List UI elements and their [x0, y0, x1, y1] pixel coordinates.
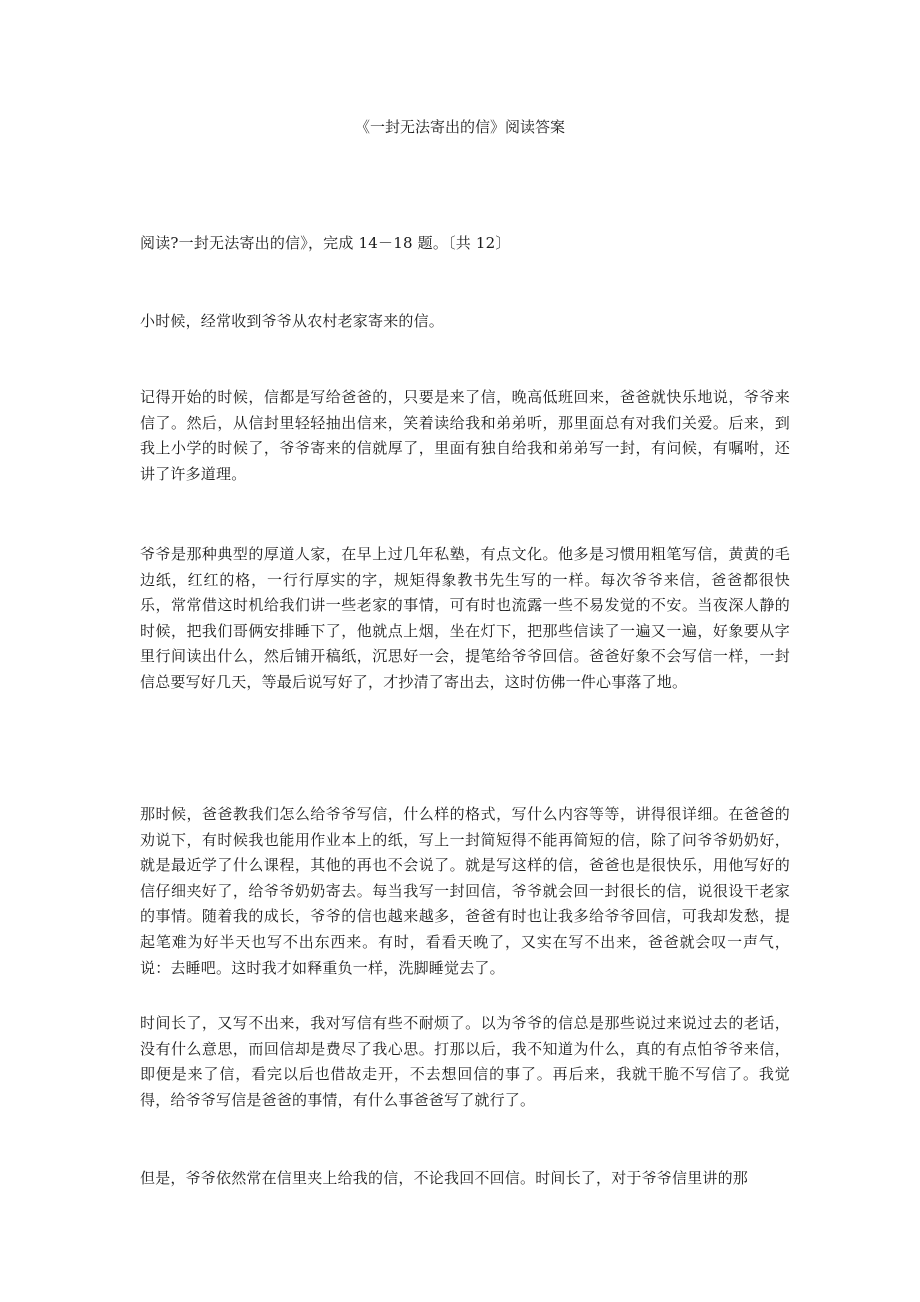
paragraph-4: 那时候，爸爸教我们怎么给爷爷写信，什么样的格式，写什么内容等等，讲得很详细。在爸爸的劝说下，有时候我也能用作业本上的纸，写上一封简短得不能再简短的信，除了问爷爷奶奶好，就是最近学了什么课程，其他的再也不会说了。就是写这样的信，爸爸也是很快乐，用他写好的信仔细夹好了，给爷爷奶奶寄去。每当我写一封回信，爷爷就会回一封很长的信，说很设干老家的事情。随着我的成长，爷爷的信也越来越多，爸爸有时也让我多给爷爷回信，可我却发愁，提起笔难为好半天也写不出东西来。有时，看看天晚了，又实在写不出来，爸爸就会叹一声气，说：去睡吧。这时我才如释重负一样，洗脚睡觉去了。 — [140, 805, 790, 977]
paragraph-2: 记得开始的时候，信都是写给爸爸的，只要是来了信，晚高低班回来，爸爸就快乐地说，爷爷来信了。然后，从信封里轻轻抽出信来，笑着读给我和弟弟听，那里面总有对我们关爱。后来，到我上小学的时候了，爷爷寄来的信就厚了，里面有独自给我和弟弟写一封，有问候，有嘱咐，还讲了许多道理。 — [140, 388, 790, 483]
document-title: 《一封无法寄出的信》阅读答案 — [354, 118, 565, 136]
paragraph-instructions: 阅读?一封无法寄出的信》，完成 14－18 题。〔共 12〕 — [140, 234, 511, 252]
paragraph-1: 小时候，经常收到爷爷从农村老家寄来的信。 — [140, 312, 445, 330]
paragraph-5: 时间长了，又写不出来，我对写信有些不耐烦了。以为爷爷的信总是那些说过来说过去的老话，没有什么意思，而回信却是费尽了我心思。打那以后，我不知道为什么，真的有点怕爷爷来信，即便是来了信，看完以后也借故走开，不去想回信的事了。再后来，我就干脆不写信了。我觉得，给爷爷写信是爸爸的事情，有什么事爸爸写了就行了。 — [140, 1014, 790, 1109]
paragraph-6: 但是，爷爷依然常在信里夹上给我的信，不论我回不回信。时间长了，对于爷爷信里讲的那 — [140, 1169, 749, 1187]
paragraph-3: 爷爷是那种典型的厚道人家，在早上过几年私塾，有点文化。他多是习惯用粗笔写信，黄黄的毛边纸，红红的格，一行行厚实的字，规矩得象教书先生写的一样。每次爷爷来信，爸爸都很快乐，常常借这时机给我们讲一些老家的事情，可有时也流露一些不易发觉的不安。当夜深人静的时候，把我们哥俩安排睡下了，他就点上烟，坐在灯下，把那些信读了一遍又一遍，好象要从字里行间读出什么，然后铺开稿纸，沉思好一会，提笔给爷爷回信。爸爸好象不会写信一样，一封信总要写好几天，等最后说写好了，才抄清了寄出去，这时仿佛一件心事落了地。 — [140, 545, 790, 691]
